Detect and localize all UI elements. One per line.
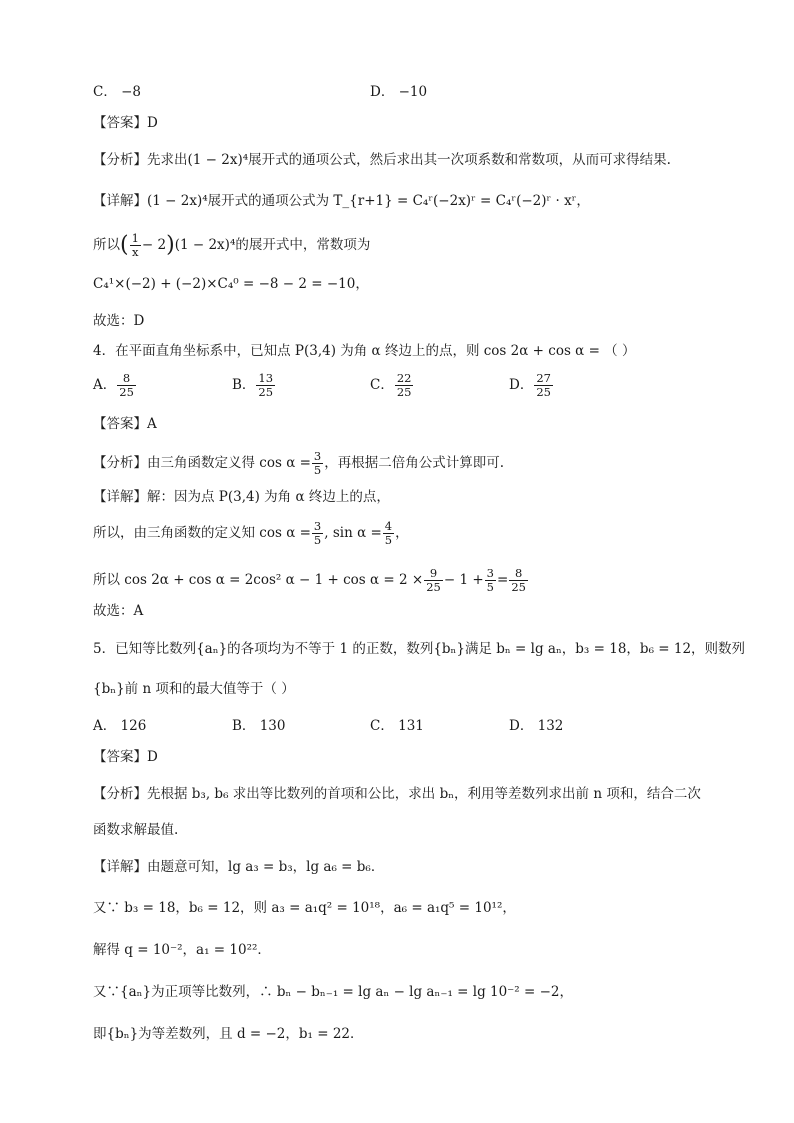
q4-analysis: 【分析】由三角函数定义得 cos α = $\frac{3}{5}$ ，再根据二倍角公式计算即可. <box>93 449 505 477</box>
q5-analysis-line-1: 【分析】先根据 b₃, b₆ 求出等比数列的首项和公比，求出 bₙ，利用等差数列求出前 n 项和，结合二次 <box>93 786 701 802</box>
fraction-eight-25: $\frac{8}{25}$ <box>511 566 526 594</box>
fraction-four-fifths: $\frac{4}{5}$ <box>384 519 393 547</box>
text-segment: (1 − 2x)⁴的展开式中，常数项为 <box>174 237 371 253</box>
q5-analysis-line-2: 函数求解最值. <box>93 822 179 838</box>
q5-detail-line-4: 又∵{aₙ}为正项等比数列，∴ bₙ − bₙ₋₁ = lg aₙ − lg aₙ₋₁ = lg 10⁻² = −2， <box>93 984 574 1000</box>
q5-option-c: C． 131 <box>370 718 424 734</box>
q3-choice: 故选：D <box>93 313 145 329</box>
text-segment: − 2 <box>141 237 167 253</box>
q5-stem-line-1: 5．已知等比数列{aₙ}的各项均为不等于 1 的正数，数列{bₙ}满足 bₙ = lg aₙ，b₃ = 18，b₆ = 12，则数列 <box>93 641 746 657</box>
q4-choice: 故选：A <box>93 603 144 619</box>
q3-detail-line-3: C₄¹×(−2) + (−2)×C₄⁰ = −8 − 2 = −10， <box>93 276 369 292</box>
q5-detail-line-2: 又∵ b₃ = 18，b₆ = 12，则 a₃ = a₁q² = 10¹⁸，a₆ = a₁q⁵ = 10¹²， <box>93 900 516 916</box>
q4-option-b: B． $\frac{13}{25}$ <box>232 371 274 399</box>
q4-answer: 【答案】A <box>93 416 157 432</box>
q4-option-d: D． $\frac{27}{25}$ <box>509 371 551 399</box>
q4-detail-line-2: 所以，由三角函数的定义知 cos α = $\frac{3}{5}$ , sin α = $\frac{4}{5}$ ， <box>93 519 409 547</box>
q5-detail-line-3: 解得 q = 10⁻²，a₁ = 10²²． <box>93 942 271 958</box>
fraction-three-fifths: $\frac{3}{5}$ <box>313 519 322 547</box>
q5-detail-line-5: 即{bₙ}为等差数列，且 d = −2，b₁ = 22． <box>93 1026 364 1042</box>
q5-option-b: B． 130 <box>232 718 286 734</box>
q3-answer: 【答案】D <box>93 115 158 131</box>
q4-option-a: A． $\frac{8}{25}$ <box>93 371 134 399</box>
q5-option-a: A． 126 <box>93 718 147 734</box>
q4-detail-line-1: 【详解】解：因为点 P(3,4) 为角 α 终边上的点， <box>93 489 390 505</box>
q5-answer: 【答案】D <box>93 749 158 765</box>
q5-detail-line-1: 【详解】由题意可知，lg a₃ = b₃，lg a₆ = b₆． <box>93 859 385 875</box>
q3-option-d: D． −10 <box>370 84 428 100</box>
fraction-three-fifths: $\frac{3}{5}$ <box>486 566 494 594</box>
q3-detail-line-2: 所以( $\frac{1}{x}$ − 2)(1 − 2x)⁴的展开式中，常数项为 <box>93 231 371 259</box>
q4-option-c: C． $\frac{22}{25}$ <box>370 371 412 399</box>
fraction-three-fifths: $\frac{3}{5}$ <box>313 449 322 477</box>
q3-option-c: C． −8 <box>93 84 142 100</box>
q3-analysis: 【分析】先求出(1 − 2x)⁴展开式的通项公式，然后求出其一次项系数和常数项，从而可求得结果. <box>93 152 671 168</box>
fraction-one-over-x: $\frac{1}{x}$ <box>131 231 139 259</box>
q4-stem: 4．在平面直角坐标系中，已知点 P(3,4) 为角 α 终边上的点，则 cos 2α + cos α = （ ） <box>93 343 636 359</box>
q5-stem-line-2: {bₙ}前 n 项和的最大值等于（ ） <box>93 681 295 697</box>
text-segment: 所以 <box>93 237 120 253</box>
fraction-nine-25: $\frac{9}{25}$ <box>426 566 441 594</box>
q3-detail-line-1: 【详解】(1 − 2x)⁴展开式的通项公式为 T_{r+1} = C₄ʳ(−2x)ʳ = C₄ʳ(−2)ʳ · xʳ， <box>93 193 590 209</box>
q5-option-d: D． 132 <box>509 718 564 734</box>
q4-detail-line-3: 所以 cos 2α + cos α = 2cos² α − 1 + cos α = 2 × $\frac{9}{25}$ − 1 + $\frac{3}{5}$ = $\frac{8}{25}$ <box>93 566 526 594</box>
